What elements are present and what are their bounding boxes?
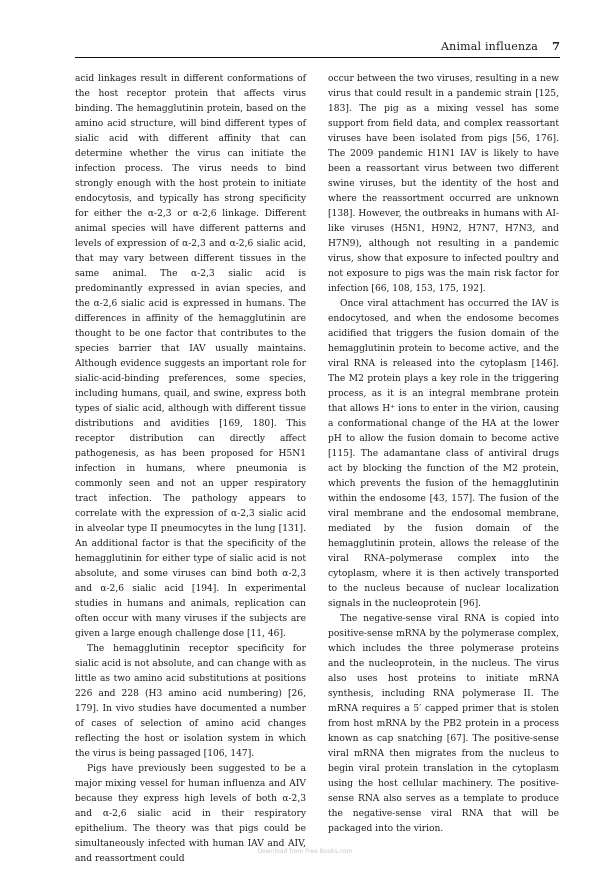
paragraph: occur between the two viruses, resulting in a new virus that could result in a pandemic strain [125, 183]. The pig as a mixing vessel has some support from field data, and complex reassortant viruses have been isolated from pigs [56, 176]. The 2009 pandemic H1N1 IAV is likely to have been a reassortant virus between two different swine viruses, but the identity of the host and where the reassortment occurred are unknown [138]. However, the outbreaks in humans with AI-like viruses (H5N1, H9N2, H7N7, H7N3, and H7N9), although not resulting in a pandemic virus, show that exposure to infected poultry and not exposure to pigs was the main risk factor for infection [66, 108, 153, 175, 192].	[328, 74, 559, 294]
paragraph: Pigs have previously been suggested to be a major mixing vessel for human influenza and AIV because they express high levels of both α-2,3 and α-2,6 sialic acid in their respiratory epithelium. The theory was that pigs could be simultaneously infected with human IAV and AIV, and reassortment could	[75, 764, 306, 864]
right-column	[328, 72, 559, 837]
left-column	[75, 72, 306, 867]
running-title: Animal influenza	[441, 40, 538, 53]
page-number: 7	[551, 39, 560, 53]
paragraph: Once viral attachment has occurred the IAV is endocytosed, and when the endosome becomes acidified that triggers the fusion domain of the hemagglutinin protein to become active, and the viral RNA is released into the cytoplasm [146]. The M2 protein plays a key role in the triggering process, as it is an integral membrane protein that allows H⁺ ions to enter in the virion, causing a conformational change of the HA at the lower pH to allow the fusion domain to become active [115]. The adamantane class of antiviral drugs act by blocking the function of the M2 protein, which prevents the fusion of the hemagglutinin within the endosome [43, 157]. The fusion of the viral membrane and the endosomal membrane, mediated by the fusion domain of the hemagglutinin protein, allows the release of the viral RNA–polymerase complex into the cytoplasm, where it is then actively transported to the nucleus because of nuclear localization signals in the nucleoprotein [96].	[328, 299, 559, 609]
paragraph: The hemagglutinin receptor specificity for sialic acid is not absolute, and can change with as little as two amino acid substitutions at positions 226 and 228 (H3 amino acid numbering) [26, 179]. In vivo studies have documented a number of cases of selection of amino acid changes reflecting the host or isolation system in which the virus is being passaged [106, 147].	[75, 644, 306, 759]
running-head	[75, 38, 560, 56]
header-rule	[75, 57, 560, 58]
footer-watermark: Download from Free Books.com	[257, 848, 353, 855]
paragraph: acid linkages result in different conformations of the host receptor protein that affects virus binding. The hemagglutinin protein, based on the amino acid structure, will bind different types of sialic acid with different affinity that can determine whether the virus can initiate the infection process. The virus needs to bind strongly enough with the host protein to initiate endocytosis, and typically has strong specificity for either the α-2,3 or α-2,6 linkage. Different animal species will have different patterns and levels of expression of α-2,3 and α-2,6 sialic acid, that may vary between different tissues in the same animal. The α-2,3 sialic acid is predominantly expressed in avian species, and the α-2,6 sialic acid is expressed in humans. The differences in affinity of the hemagglutinin are thought to be one factor that contributes to the species barrier that IAV usually maintains. Although evidence suggests an important role for sialic-acid-binding preferences, some species, including humans, quail, and swine, express both types of sialic acid, although with different tissue distributions and avidities [169, 180]. This receptor distribution can directly affect pathogenesis, as has been proposed for H5N1 infection in humans, where pneumonia is commonly seen and not an upper respiratory tract infection. The pathology appears to correlate with the expression of α-2,3 sialic acid in alveolar type II pneumocytes in the lung [131]. An additional factor is that the specificity of the hemagglutinin for either type of sialic acid is not absolute, and some viruses can bind both α-2,3 and α-2,6 sialic acid [194]. In experimental studies in humans and animals, replication can often occur with many viruses if the subjects are given a large enough challenge dose [11, 46].	[75, 74, 306, 639]
paragraph: The negative-sense viral RNA is copied into positive-sense mRNA by the polymerase complex, which includes the three polymerase proteins and the nucleoprotein, in the nucleus. The virus also uses host proteins to initiate mRNA synthesis, including RNA polymerase II. The mRNA requires a 5′ capped primer that is stolen from host mRNA by the PB2 protein in a process known as cap snatching [67]. The positive-sense viral mRNA then migrates from the nucleus to begin viral protein translation in the cytoplasm using the host cellular machinery. The positive-sense RNA also serves as a template to produce the negative-sense viral RNA that will be packaged into the virion.	[328, 614, 559, 834]
